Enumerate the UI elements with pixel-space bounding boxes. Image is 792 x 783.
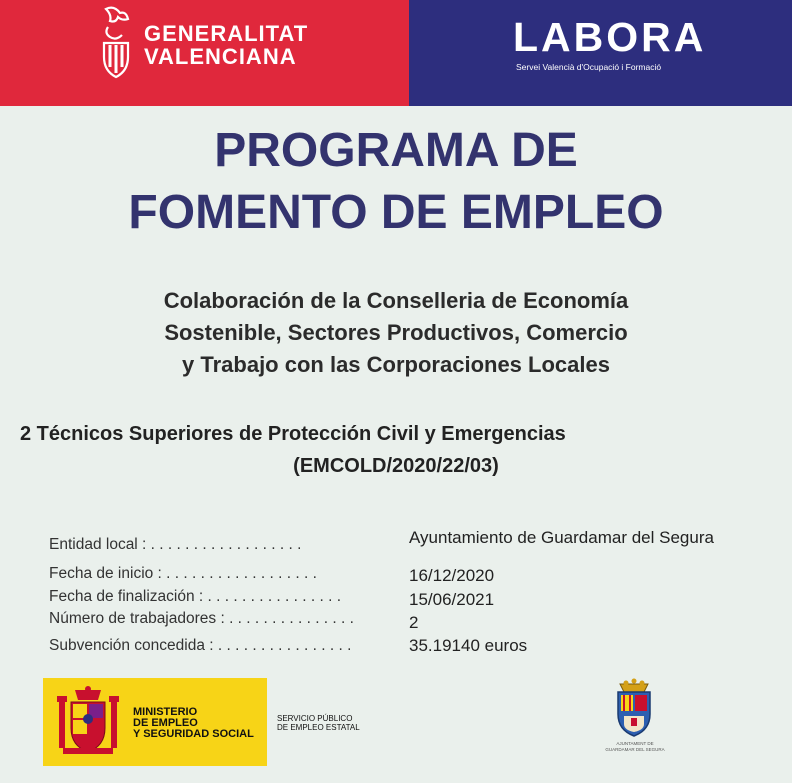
ministry-line1: MINISTERIO: [133, 706, 198, 718]
detail-value-subsidy: 35.19140 euros: [409, 636, 528, 655]
sepe-logo: [277, 714, 360, 732]
ministry-logo: [43, 678, 267, 766]
detail-value-end-date: 15/06/2021: [409, 590, 495, 609]
labora-logo: LABORA: [513, 14, 707, 60]
program-title-line2: FOMENTO DE EMPLEO: [128, 186, 664, 239]
detail-label-entity: Entidad local : . . . . . . . . . . . . . . . . . .: [49, 536, 302, 553]
spain-coat-of-arms-icon: [53, 684, 123, 760]
ministry-line3: Y SEGURIDAD SOCIAL: [133, 728, 254, 740]
program-subtitle: [0, 285, 792, 381]
town-caption: [604, 741, 666, 753]
generalitat-name: [144, 22, 308, 68]
town-caption-line1: AJUNTAMENT DE: [616, 741, 654, 746]
town-caption-line2: GUARDAMAR DEL SEGURA: [605, 747, 665, 752]
detail-value-entity: Ayuntamiento de Guardamar del Segura: [409, 528, 714, 547]
program-title-line1: PROGRAMA DE: [214, 124, 578, 177]
labora-subtitle: Servei Valencià d'Ocupació i Formació: [516, 62, 662, 72]
detail-label-start-date: Fecha de inicio : . . . . . . . . . . . . . . . . . .: [49, 565, 317, 582]
generalitat-emblem-icon: [96, 5, 136, 85]
program-subtitle-line1: Colaboración de la Conselleria de Economía: [163, 288, 629, 313]
position-code: (EMCOLD/2020/22/03): [293, 455, 499, 477]
program-title: [0, 120, 792, 244]
sepe-line2: DE EMPLEO ESTATAL: [277, 723, 360, 732]
ministry-line2: DE EMPLEO: [133, 717, 198, 729]
detail-label-end-date: Fecha de finalización : . . . . . . . . . . . . . . . .: [49, 588, 342, 605]
detail-value-workers: 2: [409, 613, 419, 632]
detail-value-start-date: 16/12/2020: [409, 566, 495, 585]
sepe-line1: SERVICIO PÚBLICO: [277, 714, 353, 723]
program-subtitle-line2: Sostenible, Sectores Productivos, Comercio: [164, 320, 628, 345]
position-title: 2 Técnicos Superiores de Protección Civil y Emergencias: [20, 423, 566, 445]
detail-label-workers: Número de trabajadores : . . . . . . . . . . . . . . .: [49, 610, 354, 627]
detail-label-subsidy: Subvención concedida : . . . . . . . . . . . . . . . .: [49, 637, 352, 654]
ministry-name: [133, 707, 254, 740]
generalitat-line1: GENERALITAT: [144, 21, 309, 46]
guardamar-crest-icon: [612, 678, 656, 740]
program-subtitle-line3: y Trabajo con las Corporaciones Locales: [182, 352, 610, 377]
generalitat-line2: VALENCIANA: [144, 44, 297, 69]
